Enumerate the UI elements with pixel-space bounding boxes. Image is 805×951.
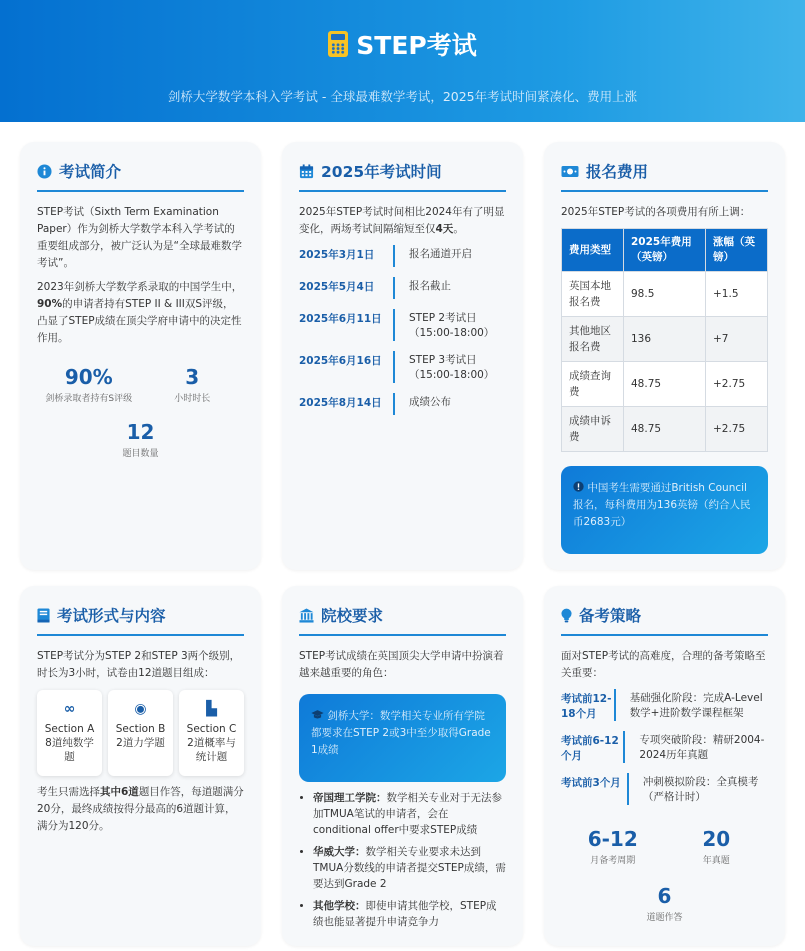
page-subtitle: 剑桥大学数学本科入学考试 - 全球最难数学考试，2025年考试时间紧凑化、费用上涨: [167, 89, 638, 104]
fees-card-title: [561, 160, 768, 192]
section-desc: 8道纯数学题: [45, 737, 94, 763]
plan-when: 考试前6-12个月: [561, 735, 619, 762]
format-card: [20, 586, 261, 946]
schedule-intro-bold: 4天: [435, 223, 454, 235]
school-requirement: 数学相关专业要求未达到TMUA分数线的申请者提交STEP成绩，需要达到Grade 2: [313, 846, 506, 890]
list-item: [313, 790, 506, 838]
table-cell: 英国本地报名费: [562, 272, 624, 317]
schools-title-text: 院校要求: [321, 607, 384, 625]
section-name: Section C: [186, 723, 237, 735]
format-title-text: 考试形式与内容: [57, 607, 166, 625]
school-requirement: 即使申请其他学校，STEP成绩也能显著提升申请竞争力: [313, 900, 497, 928]
stat-number: 3: [185, 365, 200, 389]
timeline-text: 报名截止: [393, 277, 451, 299]
bar-chart-icon: ▙: [206, 701, 217, 717]
calculator-icon: [328, 31, 348, 57]
strategy-intro: 面对STEP考试的高难度，合理的备考策略至关重要：: [561, 650, 766, 679]
strategy-timeline: [561, 689, 768, 805]
format-card-title: [37, 604, 244, 636]
page-header: [0, 0, 805, 122]
table-cell: 其他地区报名费: [562, 317, 624, 362]
strategy-title-text: 备考策略: [579, 607, 642, 625]
table-cell: +7: [706, 317, 768, 362]
lightbulb-icon: [561, 608, 572, 623]
timeline-date: 2025年6月16日: [299, 355, 382, 367]
schedule-timeline: [299, 245, 506, 415]
schedule-card: [282, 142, 523, 570]
plan-item: [561, 773, 768, 805]
intro-card-title: [37, 160, 244, 192]
table-cell: 136: [624, 317, 706, 362]
table-header-cell: 2025年费用（英镑）: [624, 229, 706, 272]
table-cell: +2.75: [706, 362, 768, 407]
school-name: 其他学校：: [313, 900, 366, 912]
section-desc: 2道概率与统计题: [187, 737, 236, 763]
stat-number: 12: [126, 420, 155, 444]
stat-label: 道题作答: [646, 913, 683, 923]
strategy-card: [544, 586, 785, 946]
format-outro-post: 题目作答，每道题满分20分，最终成绩按得分最高的6道题计算，满分为120分。: [37, 786, 244, 832]
plan-what: 专项突破阶段：精研2004-2024历年真题: [623, 731, 768, 763]
plan-what: 基础强化阶段：完成A-Level数学+进阶数学课程框架: [614, 689, 768, 721]
page-title-text: STEP考试: [356, 31, 477, 60]
table-row: [562, 362, 768, 407]
timeline-date: 2025年8月14日: [299, 397, 382, 409]
section-card: [108, 690, 173, 776]
school-name: 华威大学：: [313, 846, 366, 858]
cambridge-highlight: [299, 694, 506, 782]
table-cell: 98.5: [624, 272, 706, 317]
university-icon: [299, 608, 314, 623]
table-cell: +1.5: [706, 272, 768, 317]
intro-paragraph-1: STEP考试（Sixth Term Examination Paper）作为剑桥大学数学本科入学考试的重要组成部分，被广泛认为是“全球最难数学考试”。: [37, 206, 242, 269]
timeline-item: [299, 245, 506, 267]
strategy-card-title: [561, 604, 768, 636]
section-desc: 2道力学题: [116, 737, 165, 749]
timeline-text: STEP 3考试日（15:00-18:00）: [393, 351, 503, 383]
atom-icon: ◉: [134, 701, 147, 717]
stat-number: 6-12: [587, 827, 638, 851]
table-cell: +2.75: [706, 407, 768, 452]
fees-note: [561, 466, 768, 554]
schools-card-title: [299, 604, 506, 636]
stat-number: 20: [702, 827, 731, 851]
timeline-text: STEP 2考试日（15:00-18:00）: [393, 309, 503, 341]
schedule-card-title: [299, 160, 506, 192]
table-header-cell: 涨幅（英镑）: [706, 229, 768, 272]
exclamation-circle-icon: [573, 481, 584, 492]
plan-item: [561, 689, 768, 721]
school-requirement: 数学相关专业对于无法参加TMUA笔试的申请者，会在conditional offer中要求STEP成绩: [313, 792, 502, 836]
stat-label: 小时时长: [174, 394, 211, 404]
stat-item: [37, 420, 244, 459]
section-name: Section A: [44, 723, 95, 735]
table-cell: 48.75: [624, 407, 706, 452]
stat-label: 月备考周期: [590, 856, 636, 866]
infinity-icon: ∞: [63, 701, 76, 717]
timeline-item: [299, 277, 506, 299]
stat-number: 6: [657, 884, 672, 908]
timeline-text: 报名通道开启: [393, 245, 472, 267]
fees-note-text: 中国考生需要通过British Council报名，每科费用为136英镑（约合人民币2683元）: [573, 482, 751, 528]
timeline-date: 2025年6月11日: [299, 313, 382, 325]
intro-p2-bold: 90%: [37, 298, 63, 310]
section-card: [37, 690, 102, 776]
schedule-intro: [299, 204, 506, 238]
intro-p2-pre: 2023年剑桥大学数学系录取的中国学生中，: [37, 281, 243, 293]
stat-item: [665, 827, 769, 866]
timeline-text: 成绩公布: [393, 393, 451, 415]
timeline-item: [299, 393, 506, 415]
fees-card: [544, 142, 785, 570]
section-card: [179, 690, 244, 776]
money-bill-icon: [561, 164, 579, 179]
plan-when: 考试前12-18个月: [561, 693, 612, 720]
table-row: [562, 272, 768, 317]
stat-label: 题目数量: [122, 449, 159, 459]
stat-item: [561, 827, 665, 866]
list-item: [313, 898, 506, 930]
table-cell: 成绩申诉费: [562, 407, 624, 452]
table-cell: 48.75: [624, 362, 706, 407]
timeline-item: [299, 309, 506, 341]
stat-label: 年真题: [702, 856, 730, 866]
table-header-cell: 费用类型: [562, 229, 624, 272]
exam-sections: [37, 690, 244, 776]
table-header-row: [562, 229, 768, 272]
timeline-date: 2025年3月1日: [299, 249, 375, 261]
stat-item: [561, 884, 768, 923]
format-intro: STEP考试分为STEP 2和STEP 3两个级别，时长为3小时，试卷由12道题目组成：: [37, 650, 241, 679]
graduation-cap-icon: [311, 709, 324, 720]
info-circle-icon: [37, 164, 52, 179]
card-grid-row-1: [0, 122, 805, 570]
school-name: 帝国理工学院：: [313, 792, 387, 804]
intro-card: [20, 142, 261, 570]
table-row: [562, 407, 768, 452]
timeline-item: [299, 351, 506, 383]
fees-intro: 2025年STEP考试的各项费用有所上调：: [561, 206, 751, 218]
stat-item: [37, 365, 141, 404]
stat-label: 剑桥录取者持有S评级: [45, 394, 133, 404]
format-outro-pre: 考生只需选择: [37, 786, 100, 798]
plan-what: 冲刺模拟阶段：全真模考（严格计时）: [627, 773, 768, 805]
schools-list: [299, 790, 506, 930]
intro-paragraph-2: [37, 279, 244, 347]
list-item: [313, 844, 506, 892]
schedule-intro-pre: 2025年STEP考试时间相比2024年有了明显变化，两场考试间隔缩短至仅: [299, 206, 505, 235]
stat-number: 90%: [64, 365, 113, 389]
plan-item: [561, 731, 768, 763]
intro-stats: [37, 365, 244, 459]
intro-title-text: 考试简介: [59, 163, 122, 181]
table-cell: 成绩查询费: [562, 362, 624, 407]
page-title: [0, 26, 805, 62]
cambridge-highlight-text: 剑桥大学：数学相关专业所有学院都要求在STEP 2或3中至少取得Grade 1成绩: [311, 710, 491, 756]
intro-p2-post: 的申请者持有STEP II & III双S评级，凸显了STEP成绩在顶尖学府申请中的决定性作用。: [37, 298, 242, 344]
schools-intro: STEP考试成绩在英国顶尖大学申请中扮演着越来越重要的角色：: [299, 650, 504, 679]
section-name: Section B: [115, 723, 166, 735]
format-outro: [37, 784, 244, 835]
plan-when: 考试前3个月: [561, 777, 621, 789]
schedule-title-text: 2025年考试时间: [321, 163, 442, 181]
card-grid-row-2: [0, 570, 805, 946]
book-icon: [37, 608, 50, 623]
format-outro-bold: 其中6道: [100, 786, 139, 798]
strategy-stats: [561, 827, 768, 923]
schedule-intro-post: 。: [453, 223, 464, 235]
stat-item: [141, 365, 245, 404]
fees-table: [561, 228, 768, 452]
fees-title-text: 报名费用: [586, 163, 649, 181]
table-row: [562, 317, 768, 362]
timeline-date: 2025年5月4日: [299, 281, 375, 293]
schools-card: [282, 586, 523, 946]
calendar-icon: [299, 164, 314, 179]
